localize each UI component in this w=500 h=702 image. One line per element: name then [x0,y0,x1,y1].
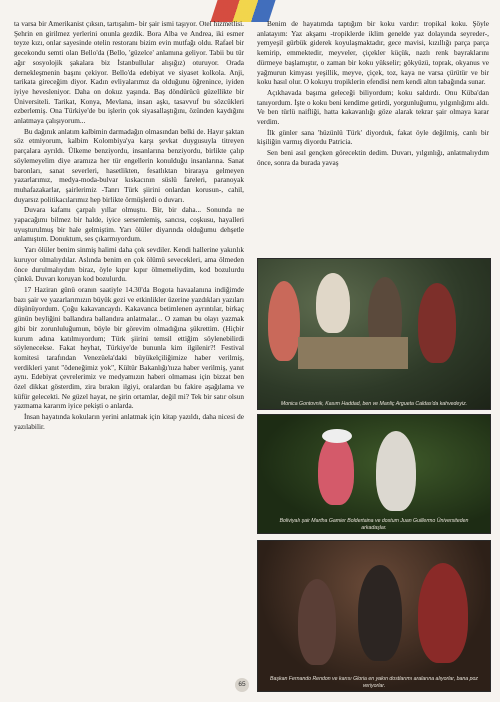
page-number: 65 [235,678,249,692]
photo-portrait [257,414,491,534]
paragraph: Yarı ölüler benim sinmiş halimi daha çok sevdiler. Kendi hallerine yakınlık kuruyor olmalıydılar. Aslında benim en çok ölümü sevecekleri, ama ölmeden önce durulmalıydım biraz, öyle kıpır kıpır ölmemeliydim, kod bozulurdu çünkü. Duvarı koruyan kod bozulurdu. [14,246,244,284]
right-text-column [257,20,489,170]
photo-cafe [257,258,491,410]
paragraph: Benim de hayatımda taptığım bir koku vardır: tropikal koku. Şöyle anlatayım: Yaz akşamı -tropiklerde iklim genelde yaz dolayında seyreder-, yemyeşil gürbük giderek koyulaşmaktadır, gece mavisi, kızıllığı parça parça kemirip, emmektedir, meyveler, çiçekler küçük, nazlı renk bayraklarını dürmeye başlamıştır, o zaman bir koku yükselir; gökyüzü, toprak, okyanus ve yağmurun kimyası yeşillik, meyve, çiçek, toz, kaya ne varsa çürütür ve bir koku hasıl olur. O kokuyu tropiklerin efendisi nem kendi altın tabağında sunar. [257,20,489,87]
flag-decoration [210,0,275,22]
paragraph: Duvara kafamı çarpalı yıllar olmuştu. Bir, bir daha... Sonunda ne yapacağımı bilmez bir halde, iyice sersemlemiş, sancısı, coşkusu, hayalleri uyuşturulmuş bir hale gelmiştim. Yarı ölüler diyarında olduğumu dehşetle anlamıştım. Donuktum, ses çıkarmıyordum. [14,206,244,244]
photo-caption: Başkan Fernando Rendon ve karısı Gloria en yakın dostlarımı aralarına alıyorlar, bana poz veriyorlar. [270,676,478,689]
paragraph: Sen beni asıl gençken görecektin dedim. Duvarı, yılgınlığı, anlatmalıydım önce, sonra da burada yavaş [257,149,489,167]
paragraph: ta varsa bir Amerikanist çıksın, tartışalım- bir şair ismi taşıyor. Otel hizmetlisi. Şehrin en girilmez yerlerini onunla gezdik. Bora Alba ve Andrea, iki esmer teyze kızı, onlar sayesinde otelin restoranı bizim evin mutfağı oldu. Rafael bir gecekondu semti olan Bello'da (Bello, 'güzelce' anlamına geliyor. Tabii bu tür ağır sosyolojik şakalara biz İstanbullular alışığız) oturuyor. Orada dernekleşmenin başını çekiyor. Bello'da edebiyat ve siyaset kolkola. Anji, tarikata gireceğim diyor. Kadın evliyalarımız da olduğunu öğrenince, iyiden iyiye hevesleniyor. Daha on dokuz yaşında. Baş döndürücü güzellikte bir Üniversiteli. Tarikat, Konya, Mevlana, insan aşkı, tasavvuf bu sözcükleri ezberlemiş. Ona Türkiye'de bu işlerin çok siyasallaştığını, özünden kaydığını anlatmaya çalışıyorum... [14,20,244,126]
paragraph: İlk günler sana 'hüzünlü Türk' diyorduk, fakat öyle değilmiş, canlı bir kişiliğin varmış diyordu Patricia. [257,128,489,147]
paragraph: İnsan hayatında kokuların yerini anlatmak için kitap yazıldı, daha nicesi de yazılabilir. [14,413,244,431]
photo-caption: Boliviyalı şair Martha Gamier Boldertaina ve dostum Juan Guillermo Üniversiteden arkadaşlar. [279,518,469,531]
paragraph: Açıkhavada başıma geleceği biliyordum; koku saldırdı. Onu Küba'dan tanıyordum. İşte o koku beni kendime getirdi, yorgunluğumu, yılgınlığımı aldı. Ve ben türlü naifliği, hatta kakavanlığı göze alarak tekrar şair olmaya karar verdim. [257,88,489,127]
photo-caption: Monica Gontovnik, Kasım Haddad, ben ve Manliç Argueta Caldas'da kahvedeyiz. [280,400,468,407]
paragraph: Bu dağınık anlatım kalbimin darmadağın olmasından belki de. Hayır şaktan söz etmiyorum, kalbim Kolombiya'ya karşı şevkat duygusuyla titreyen parçalara ayrıldı. Ülkeme benziyordu, insanlarına benziyordu, birlikte çalıp söylemeyelim diye aramıza her tür engellerin konulduğu insanlarına. Sanat baronları, sanat severleri, hasetlikten, fesatlıktan biraraya gelmeyen yazarlarımız, medya-moda-bulvar kıskacının süslü fareleri, paranoyak muhafazakarlar, şairlerimiz -Tanrı Türk şiirini onlardan korusun-, cahil, duyarsız politikacılarımız hep birlikte örmüşlerdi o duvarı. [14,127,244,204]
left-text-column [14,20,244,434]
photo-group [257,540,491,692]
paragraph: 17 Haziran günü oranın saatiyle 14.30'da Bogota havaalanına indiğimde bazı şair ve yazarlarımızın büyük gezi ve etkinlikler üzerine yazdıkları yazıları düşünüyordum. Çoğu kakavancaydı. Kakavanca betimlenen ayrıntılar, birkaç günün beyliğini ballandıra ballandıra anlatmalar... O zaman bu olayı yazmak gibi bir zorunluluğumun, böyle bir görevim olmadığına şükrettim. (Hiçbir kurum adına katılmıyordum; Türk şiirini temsil ettiğim söylenebilirdi söylenecekse. Fakat heyhat, Türkiye'de bununla kim ilgilenir?! Festival komitesi tarafından Venezüela'daki büyükelçiliğimize haber verilmiş, verdikleri yanıt "ödeneğimiz yok", Kültür Bakanlığı'nıza haber verilmiş, yanıt aynı. Edebiyat çevrelerimiz ve medyamızın haberi olmaması için bizzat ben özel dikkat gösterdim, zira bırakın ilgiyi, oralardan bu fakire aşağılama ve küfür gelecekti. Ne güzel hayat, ne şirin ortamlar, değil mi? Tek bir satır olsun yazmama kararım iyice pekişti o anlarda. [14,285,244,411]
